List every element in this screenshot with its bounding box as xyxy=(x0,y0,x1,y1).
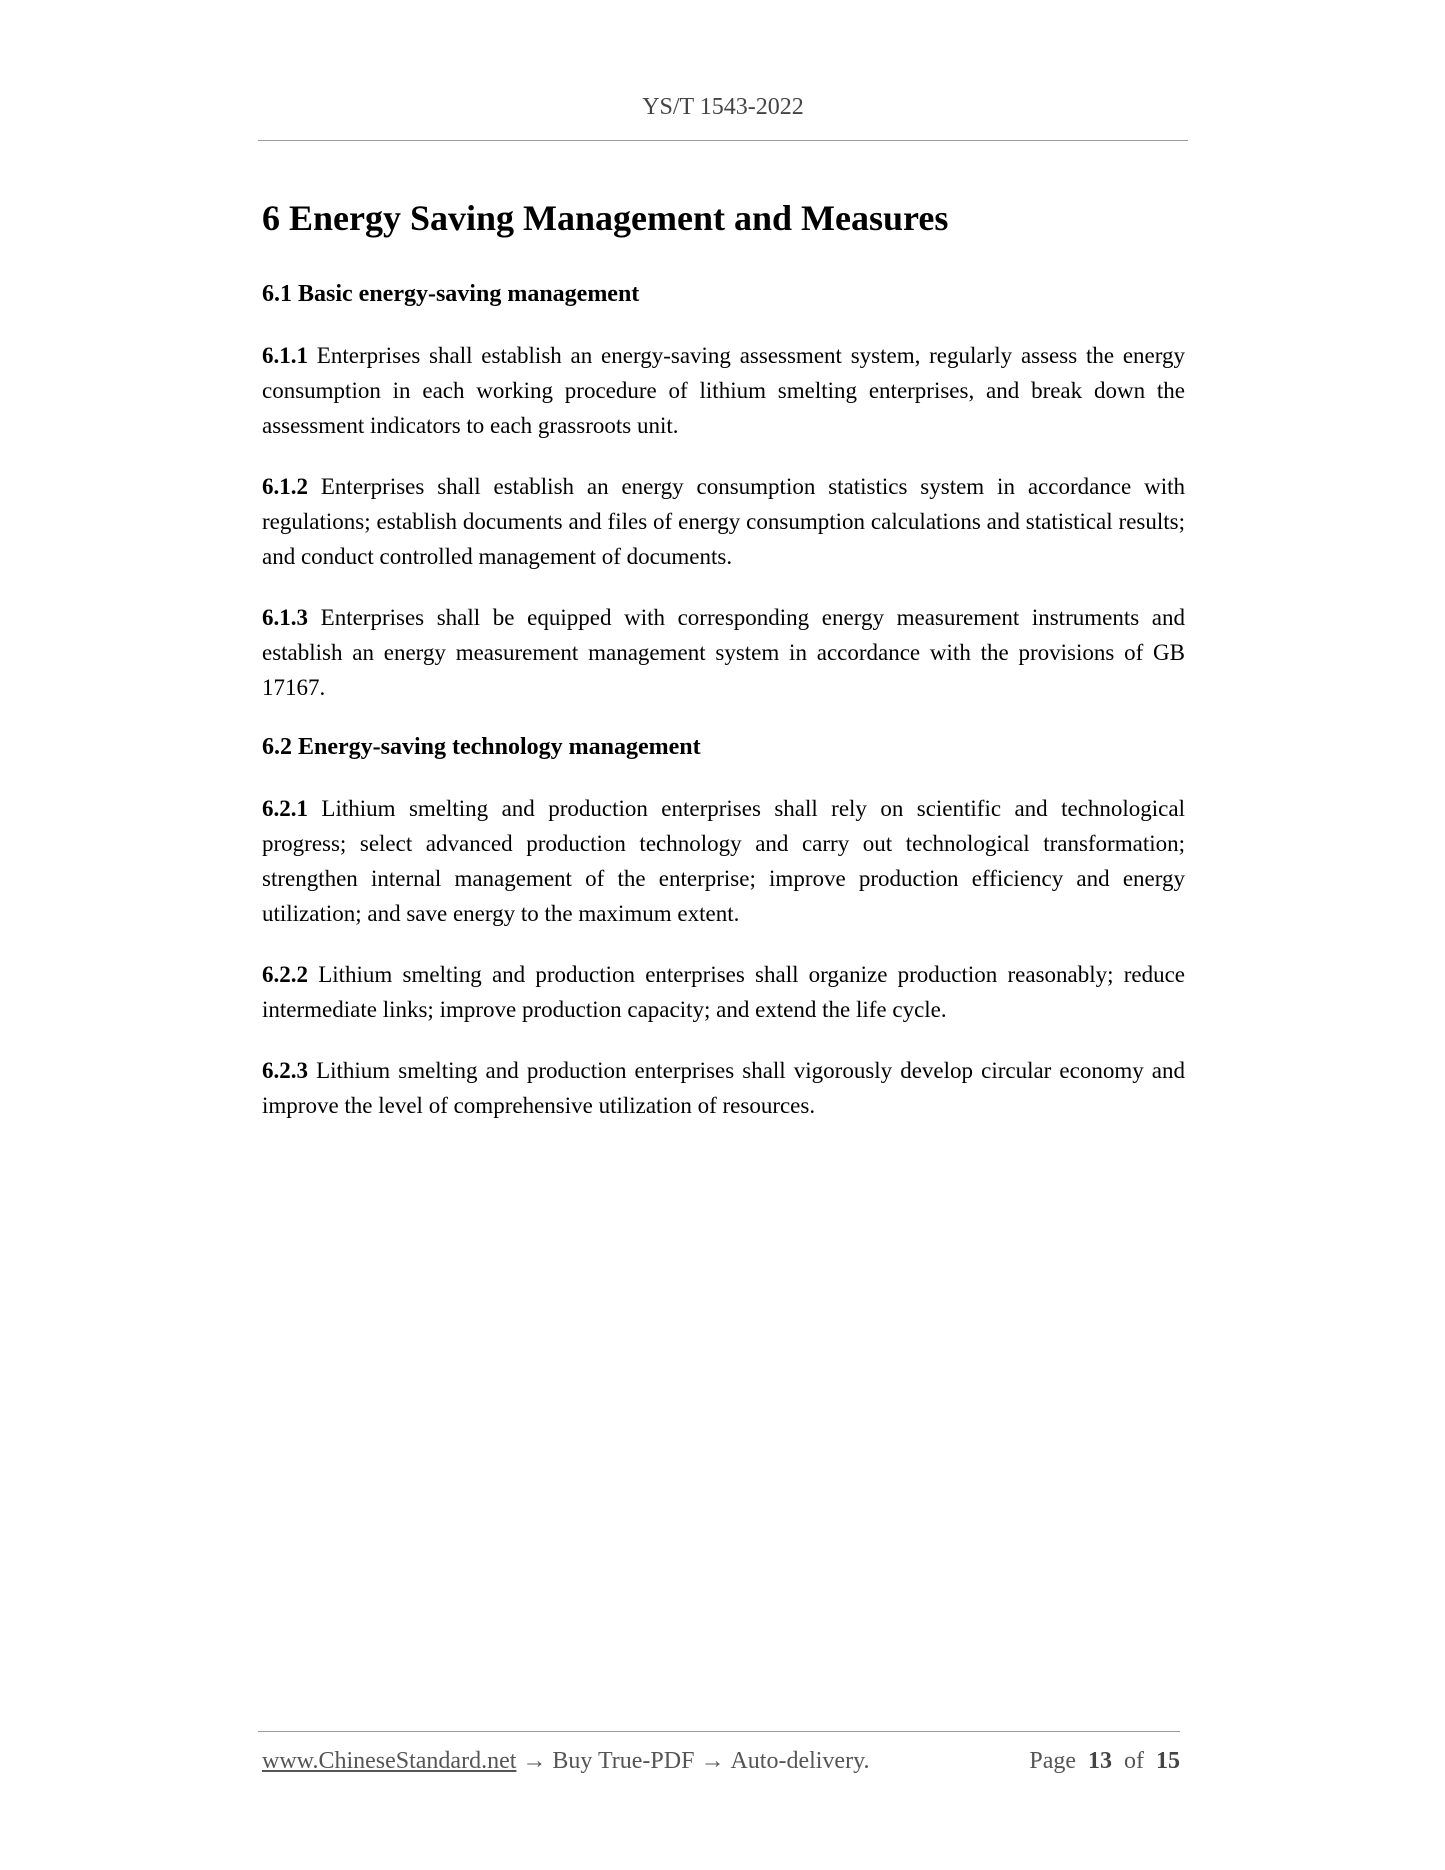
current-page: 13 xyxy=(1088,1748,1112,1774)
clause-6-1-2 xyxy=(262,469,1185,574)
of-label: of xyxy=(1124,1748,1144,1774)
site-link[interactable]: www.ChineseStandard.net xyxy=(262,1748,517,1774)
clause-number: 6.2.1 xyxy=(262,796,308,821)
page-label: Page xyxy=(1029,1748,1076,1774)
footer-buy-text: Buy True-PDF xyxy=(552,1748,695,1774)
chapter-title: 6 Energy Saving Management and Measures xyxy=(262,198,949,238)
section-title-6-1: 6.1 Basic energy-saving management xyxy=(262,281,640,307)
clause-6-1-1 xyxy=(262,338,1185,443)
clause-text: Lithium smelting and production enterprises shall organize production reasonably; reduce intermediate links; improve production capacity; and extend the life cycle. xyxy=(262,962,1185,1022)
clause-number: 6.1.3 xyxy=(262,605,308,630)
clause-6-2-2 xyxy=(262,957,1185,1027)
clause-number: 6.1.2 xyxy=(262,474,308,499)
page-header-standard-code: YS/T 1543-2022 xyxy=(642,94,804,120)
document-body xyxy=(262,196,1185,1149)
header-divider xyxy=(258,140,1188,141)
page-number xyxy=(1029,1748,1180,1775)
section-title-6-2: 6.2 Energy-saving technology management xyxy=(262,734,701,760)
clause-6-2-3 xyxy=(262,1053,1185,1123)
footer-delivery-text: Auto-delivery. xyxy=(730,1748,870,1774)
clause-text: Enterprises shall establish an energy-saving assessment system, regularly assess the energy consumption in each working procedure of lithium smelting enterprises, and break down the assessment indicators to each grassroots unit. xyxy=(262,343,1185,438)
clause-6-2-1 xyxy=(262,791,1185,931)
clause-text: Lithium smelting and production enterprises shall vigorously develop circular economy and improve the level of comprehensive utilization of resources. xyxy=(262,1058,1185,1118)
clause-number: 6.2.3 xyxy=(262,1058,308,1083)
arrow-right-icon: → xyxy=(700,1748,725,1774)
clause-text: Enterprises shall establish an energy consumption statistics system in accordance with regulations; establish documents and files of energy consumption calculations and statistical results; and conduct controlled management of documents. xyxy=(262,474,1185,569)
clause-6-1-3 xyxy=(262,600,1185,705)
clause-text: Enterprises shall be equipped with corresponding energy measurement instruments and establish an energy measurement management system in accordance with the provisions of GB 17167. xyxy=(262,605,1186,700)
clause-number: 6.1.1 xyxy=(262,343,308,368)
arrow-right-icon: → xyxy=(522,1748,547,1774)
clause-number: 6.2.2 xyxy=(262,962,308,987)
footer-divider xyxy=(258,1731,1180,1732)
footer-promo xyxy=(262,1748,870,1775)
total-pages: 15 xyxy=(1156,1748,1180,1774)
clause-text: Lithium smelting and production enterprises shall rely on scientific and technological progress; select advanced production technology and carry out technological transformation; strengthen internal management of the enterprise; improve production efficiency and energy utilization; and save energy to the maximum extent. xyxy=(262,796,1185,926)
